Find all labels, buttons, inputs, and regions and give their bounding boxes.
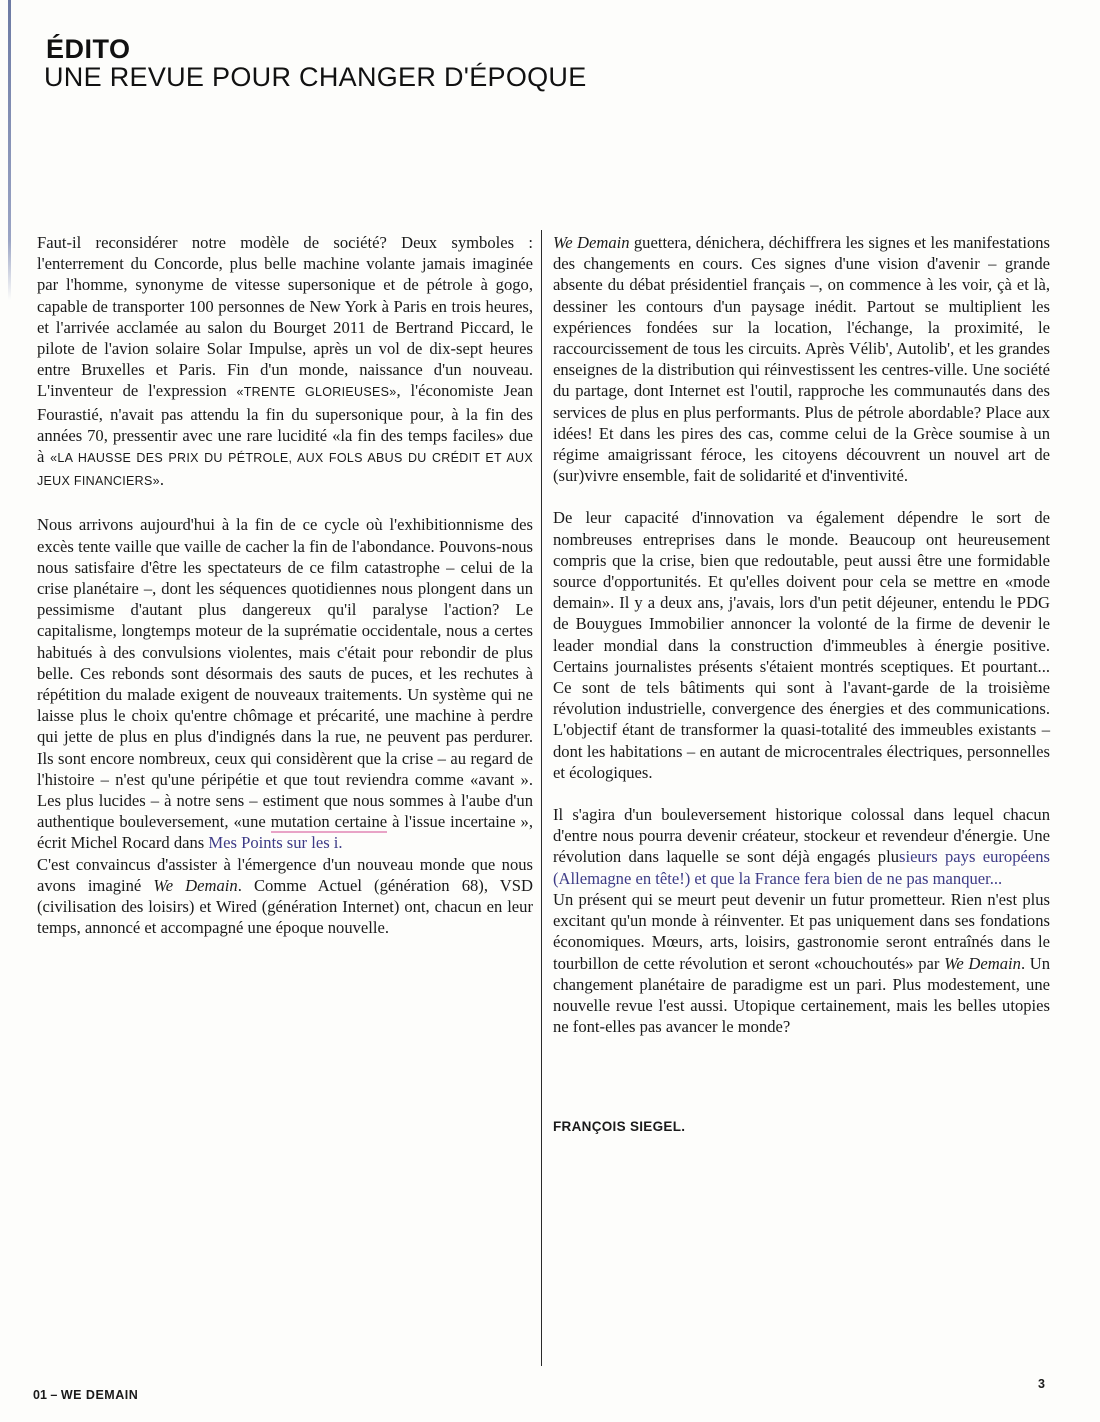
folio [33, 1388, 138, 1402]
paragraph-intro [37, 232, 533, 492]
paragraph-text: Nous arrivons aujourd'hui à la fin de ce cycle où l'exhibitionnisme des excès tente vaille que vaille de cacher la fin de l'abondance. Pouvons-nous nous satisfaire d'être les spectateurs de ce film catastrophe – celui de la crise planétaire –, dont les séquences quotidiennes nous plongent dans un pessimisme d'autant plus dangereux qu'il paralyse l'action? Le capitalisme, longtemps moteur de la suprématie occidentale, nous a certes habitués à des convulsions violentes, mais c'était pour rebondir de plus belle. Ces rebonds sont désormais des sauts de puces, et les rechutes à répétition du malade exigent de nouveaux traitements. Un système qui ne laisse plus le choix qu'entre chômage et précarité, une machine à perdre qui jette de plus en plus d'indignés dans la rue, ne peuvent pas perdurer. Ils sont encore nombreux, ceux qui considèrent que la crise – au regard de l'histoire – n'est qu'une péripétie et que tout reviendra comme «avant ». Les plus lucides – à notre sens – estiment que nous sommes à l'aube d'un authentique bouleversement, «une [37, 515, 533, 832]
left-column [37, 232, 533, 939]
page-number: 3 [1038, 1377, 1045, 1391]
right-column [553, 232, 1050, 1037]
section-kicker: ÉDITO [46, 34, 131, 64]
magazine-name: We Demain [944, 953, 1021, 973]
paragraph-text: . [159, 470, 165, 490]
highlighted-text: mutation certaine [270, 812, 388, 832]
paragraph-text: , l'économiste Jean Fourastié, n'avait pas attendu la fin du supersonique pour, à la fin des années 70, pressentir avec une rare lucidité «la fin des temps faciles» due à [37, 381, 533, 467]
margin-rule [8, 0, 11, 300]
paragraph-future [553, 889, 1050, 1037]
brand-name: WE DEMAIN [60, 1388, 139, 1402]
author-signature: FRANÇOIS SIEGEL. [553, 1119, 686, 1134]
paragraph-revolution [553, 804, 1050, 889]
paragraph-signs [553, 232, 1050, 486]
magazine-name: We Demain [153, 875, 238, 895]
magazine-name: We Demain [553, 233, 630, 252]
paragraph-text: . Comme Actuel (génération 68), VSD (civilisation des loisirs) et Wired (génération Internet) ont, chacun en leur temps, annoncé et accompagné une époque nouvelle. [37, 875, 533, 938]
paragraph-text: . Un changement planétaire de paradigme est un pari. Plus modestement, une nouvelle revue l'est aussi. Utopique certainement, mais les belles utopies ne font-elles pas avancer le monde? [553, 953, 1051, 1037]
paragraph-crisis [37, 514, 533, 853]
paragraph-text: guettera, dénichera, déchiffrera les signes et les manifestations des changements en cours. Ces signes d'une vision d'avenir – grande absente du débat présidentiel français –, on commence à les voir, çà et là, dessiner les contours d'un paysage inédit. Partout se multiplient les expériences fondées sur la location, l'échange, la proximité, le raccourcissement de tous les circuits. Après Vélib', Autolib', et les grandes enseignes de la distribution qui réinvestissent les centres-ville. Une société du partage, dont Internet est l'outil, rapproche les communautés dans des services de plus en plus performants. Plus de pétrole abordable? Place aux idées! Et dans les pires des cas, comme celui de la Grèce soumise à un régime amaigrissant féroce, les citoyens découvrent un nouvel art de (sur)vivre ensemble, fait de solidarité et d'inventivité. [553, 233, 1050, 486]
paragraph-text: Faut-il reconsidérer notre modèle de société? Deux symboles : l'enterrement du Concorde, plus belle machine volante jamais imaginée par l'homme, synonyme de vitesse supersonique et de pétrole à gogo, capable de transporter 100 personnes de New York à Paris en trois heures, et l'arrivée acclamée au salon du Bourget 2011 de Bertrand Piccard, le pilote de l'avion solaire Solar Impulse, après un vol de dix-sept heures entre Bruxelles et Paris. Fin d'un monde, naissance d'un nouveau. L'inventeur de l'expression [37, 233, 533, 401]
paragraph-text: Un présent qui se meurt peut devenir un futur prometteur. Rien n'est plus excitant qu'un monde à réinventer. Et pas uniquement dans ses fondations économiques. Mœurs, arts, loisirs, gastronomie seront entraînés dans le tourbillon de cette révolution et seront «chouchoutés» par [553, 889, 1050, 973]
paragraph-text: C'est convaincus d'assister à l'émergence d'un nouveau monde que nous avons imaginé [37, 854, 533, 895]
page-title: UNE REVUE POUR CHANGER D'ÉPOQUE [44, 62, 587, 92]
paragraph-conclusion [37, 854, 533, 939]
paragraph-text: Il s'agira d'un bouleversement historique colossal dans lequel chacun d'entre nous pourra devenir créateur, stockeur et revendeur d'énergie. Une révolution dans laquelle se sont déjà engagés plu [553, 805, 1050, 867]
paragraph-text: à l'issue incertaine », écrit Michel Rocard dans [37, 812, 533, 853]
folio-number: 01 [33, 1388, 47, 1402]
highlighted-text: sieurs pays européens (Allemagne en tête!) et que la France fera bien de ne pas manquer... [553, 847, 1050, 888]
small-caps-quote: «LA HAUSSE DES PRIX DU PÉTROLE, AUX FOLS ABUS DU CRÉDIT ET AUX JEUX FINANCIERS» [37, 451, 534, 489]
column-divider [541, 230, 542, 1366]
folio-separator: – [46, 1388, 61, 1402]
small-caps-quote: «TRENTE GLORIEUSES» [236, 385, 397, 400]
book-title: Mes Points sur les i. [208, 833, 343, 853]
paragraph-innovation: De leur capacité d'innovation va également dépendre le sort de nombreuses entreprises dans le monde. Beaucoup ont heureusement compris que la crise, bien que redoutable, peut aussi être une formidable source d'opportunités. Et qu'elles doivent pour cela se mettre en «mode demain». Il y a deux ans, j'avais, lors d'un petit déjeuner, entendu le PDG de Bouygues Immobilier annoncer la volonté de la firme de devenir le leader mondial dans la construction d'immeubles à énergie positive. Certains journalistes présents s'étaient montrés sceptiques. Et pourtant... Ce sont de tels bâtiments qui sont à l'avant-garde de la troisième révolution industrielle, convergence des énergies et des communications. L'objectif étant de transformer la quasi-totalité des immeubles existants – dont les habitations – en autant de microcentrales électriques, personnelles et écologiques. [553, 508, 1050, 782]
